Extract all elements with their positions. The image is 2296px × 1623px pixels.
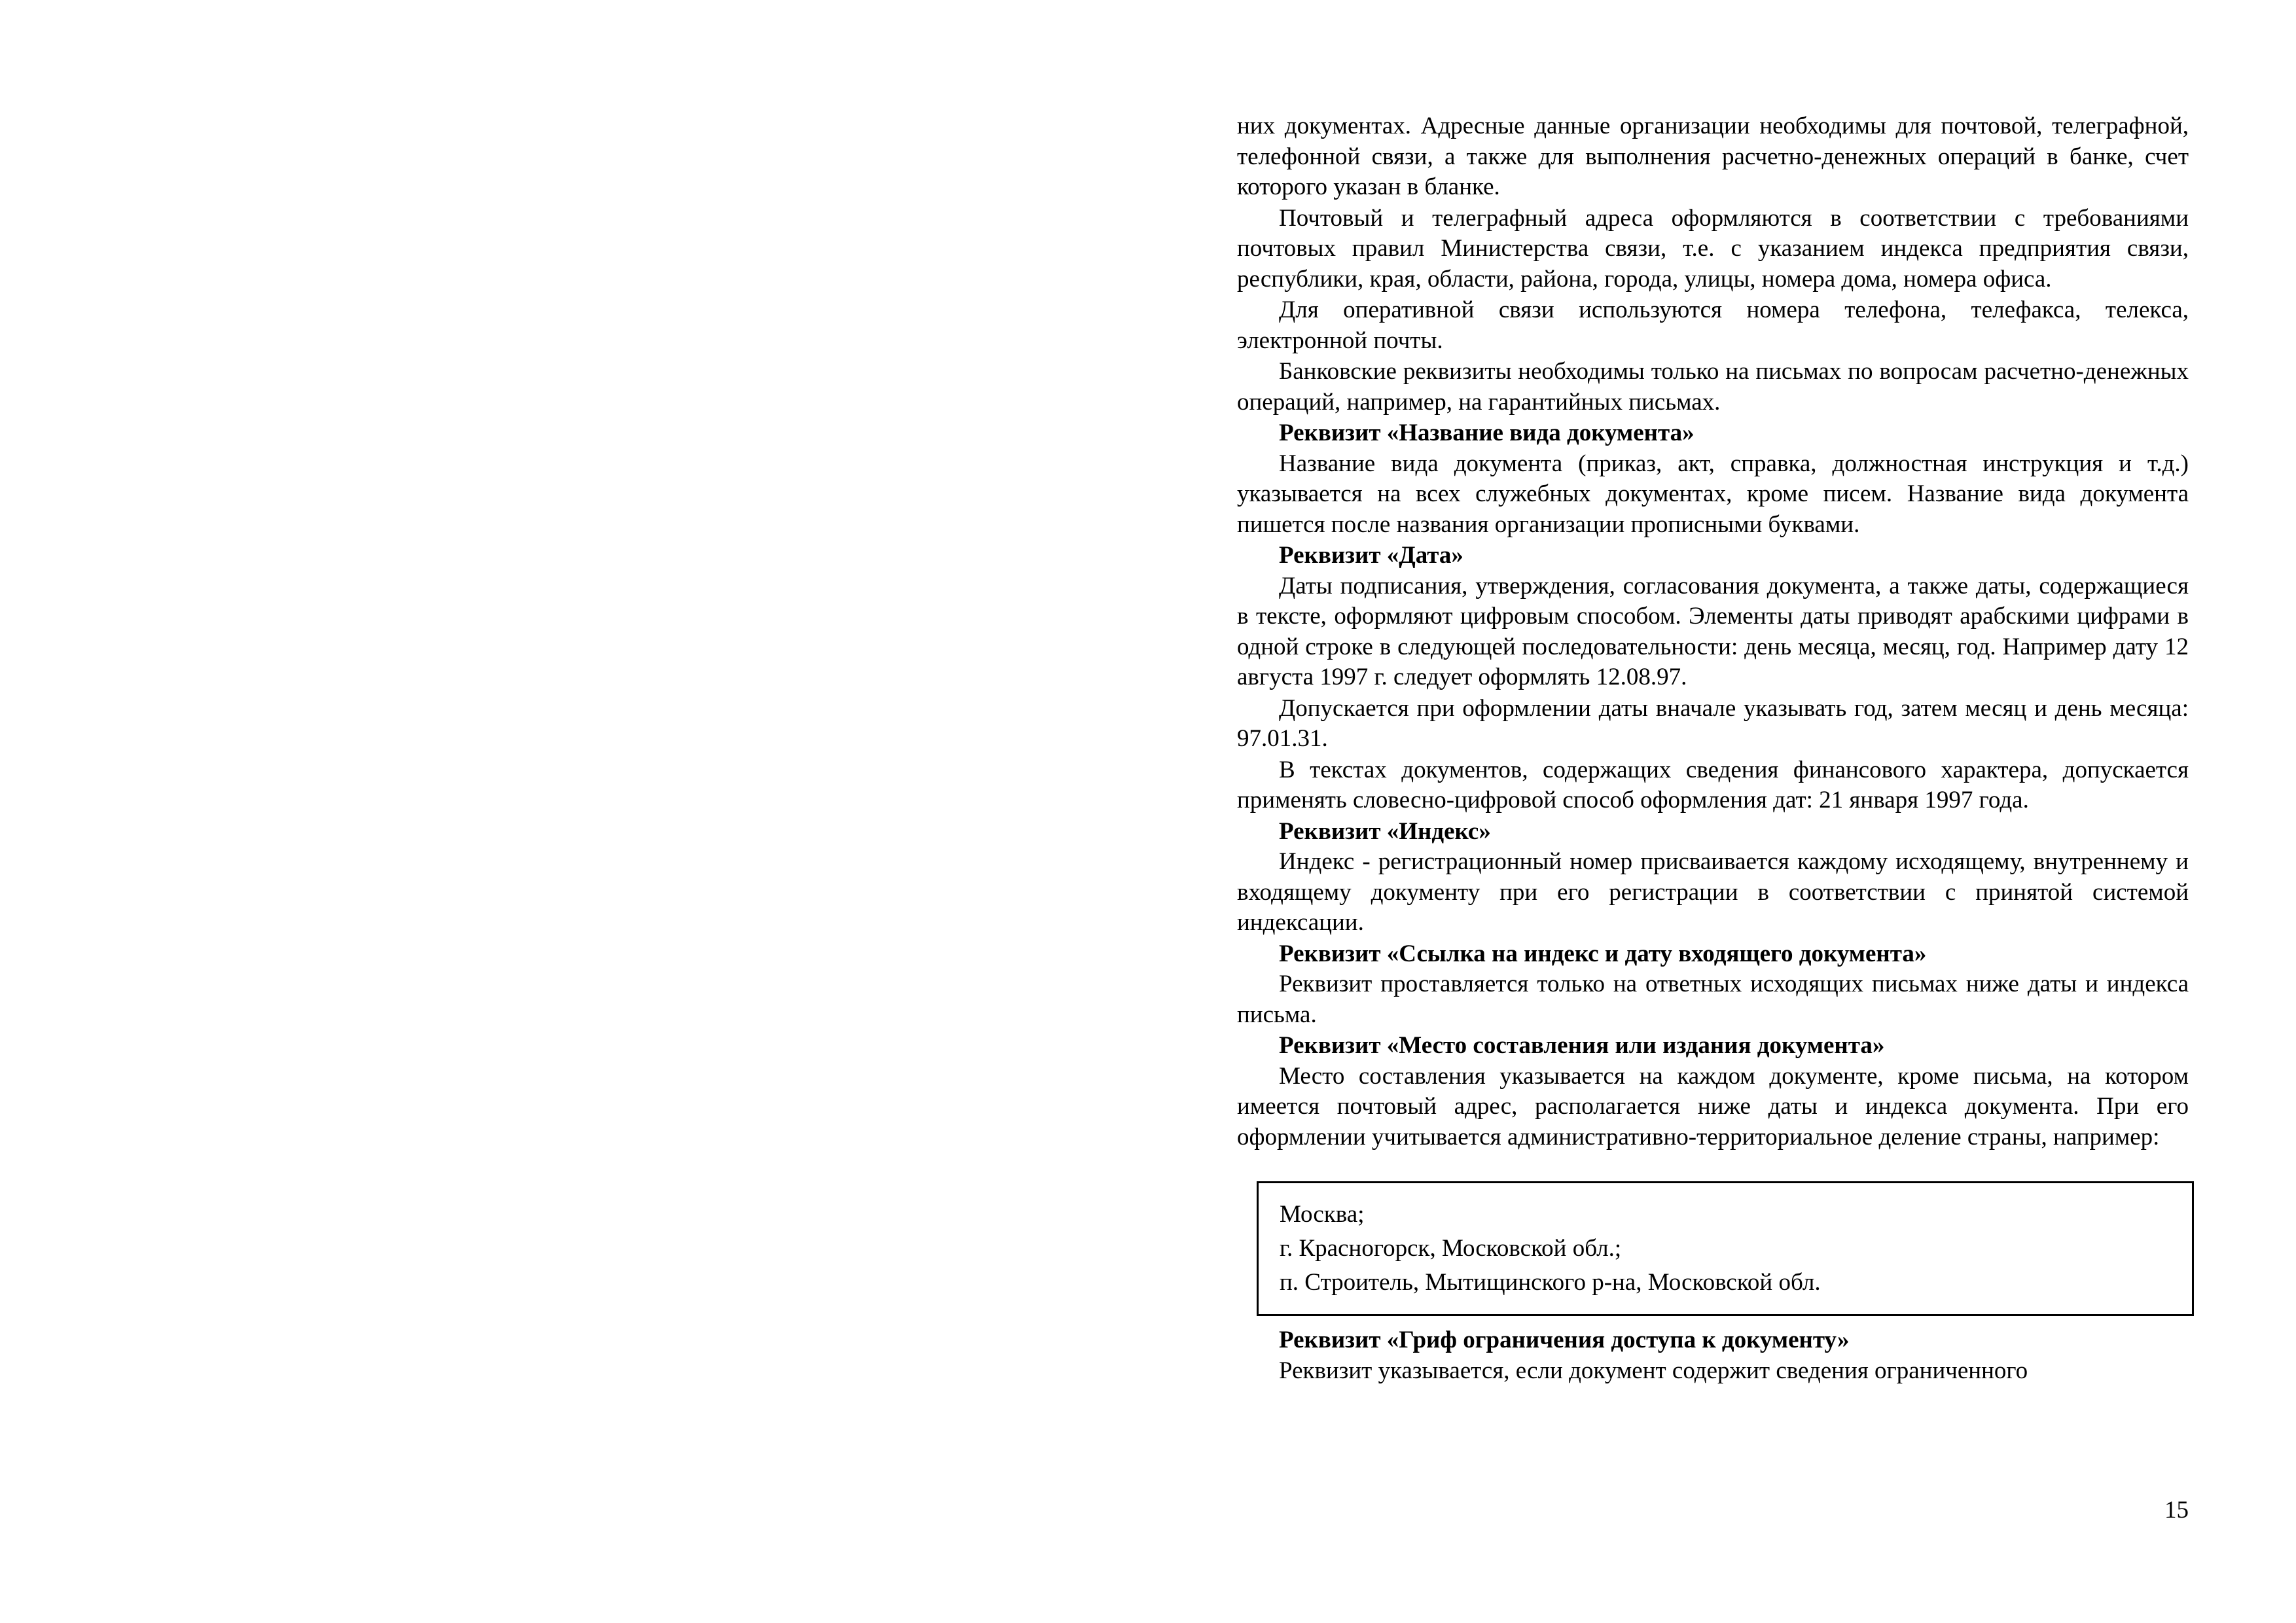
paragraph-access-restriction: Реквизит указывается, если документ содержит сведения ограниченного: [1279, 1357, 2028, 1384]
paragraph-address-data: них документах. Адресные данные организации необходимы для почтовой, телеграфной, телефонной связи, а также для выполнения расчетно-денежных операций в банке, счет которого указан в бланке.: [1237, 113, 2189, 200]
heading-place-of-issue: Реквизит «Место составления или издания документа»: [1279, 1032, 1885, 1059]
heading-index: Реквизит «Индекс»: [1279, 817, 1491, 845]
paragraph-date-format: Даты подписания, утверждения, согласования документа, а также даты, содержащиеся в тексте, оформляют цифровым способом. Элементы даты приводят арабскими цифрами в одной строке в следующей последовательности: день месяца, месяц, год. Например дату 12 августа 1997 г. следует оформлять 12.08.97.: [1237, 572, 2189, 690]
page-number: 15: [2164, 1497, 2189, 1524]
example-box: [1257, 1181, 2194, 1316]
paragraph-operative-communication: Для оперативной связи используются номера телефона, телефакса, телекса, электронной почты.: [1237, 296, 2189, 354]
heading-access-restriction: Реквизит «Гриф ограничения доступа к документу»: [1279, 1327, 1850, 1353]
example-line-stroitel: п. Строитель, Мытищинского р-на, Московской обл.: [1280, 1269, 1821, 1296]
heading-date: Реквизит «Дата»: [1279, 542, 1463, 569]
right-page: [1237, 111, 2189, 1551]
paragraph-index: Индекс - регистрационный номер присваивается каждому исходящему, внутреннему и входящему документу при его регистрации в соответствии с принятой системой индексации.: [1237, 848, 2189, 936]
heading-reference-to-incoming-document: Реквизит «Ссылка на индекс и дату входящего документа»: [1279, 940, 1927, 967]
example-line-krasnogorsk: г. Красногорск, Московской обл.;: [1280, 1235, 1622, 1262]
paragraph-bank-details: Банковские реквизиты необходимы только на письмах по вопросам расчетно-денежных операций, например, на гарантийных письмах.: [1237, 358, 2189, 416]
paragraph-postal-address: Почтовый и телеграфный адреса оформляются в соответствии с требованиями почтовых правил Министерства связи, т.е. с указанием индекса предприятия связи, республики, края, области, района, города, улицы, номера дома, номера офиса.: [1237, 204, 2189, 293]
paragraph-document-type: Название вида документа (приказ, акт, справка, должностная инструкция и т.д.) указывается на всех служебных документах, кроме писем. Название вида документа пишется после названия организации прописными буквами.: [1237, 450, 2189, 538]
paragraph-place-of-issue: Место составления указывается на каждом документе, кроме письма, на котором имеется почтовый адрес, располагается ниже даты и индекса документа. При его оформлении учитывается административно-территориальное деление страны, например:: [1237, 1062, 2189, 1150]
example-line-moscow: Москва;: [1280, 1201, 1365, 1228]
paragraph-date-alternative: Допускается при оформлении даты вначале указывать год, затем месяц и день месяца: 97.01.31.: [1237, 694, 2189, 752]
paragraph-date-financial: В текстах документов, содержащих сведения финансового характера, допускается применять словесно-цифровой способ оформления дат: 21 января 1997 года.: [1237, 756, 2189, 813]
heading-document-type: Реквизит «Название вида документа»: [1279, 419, 1695, 446]
paragraph-reference-to-incoming-document: Реквизит проставляется только на ответных исходящих письмах ниже даты и индекса письма.: [1237, 971, 2189, 1028]
